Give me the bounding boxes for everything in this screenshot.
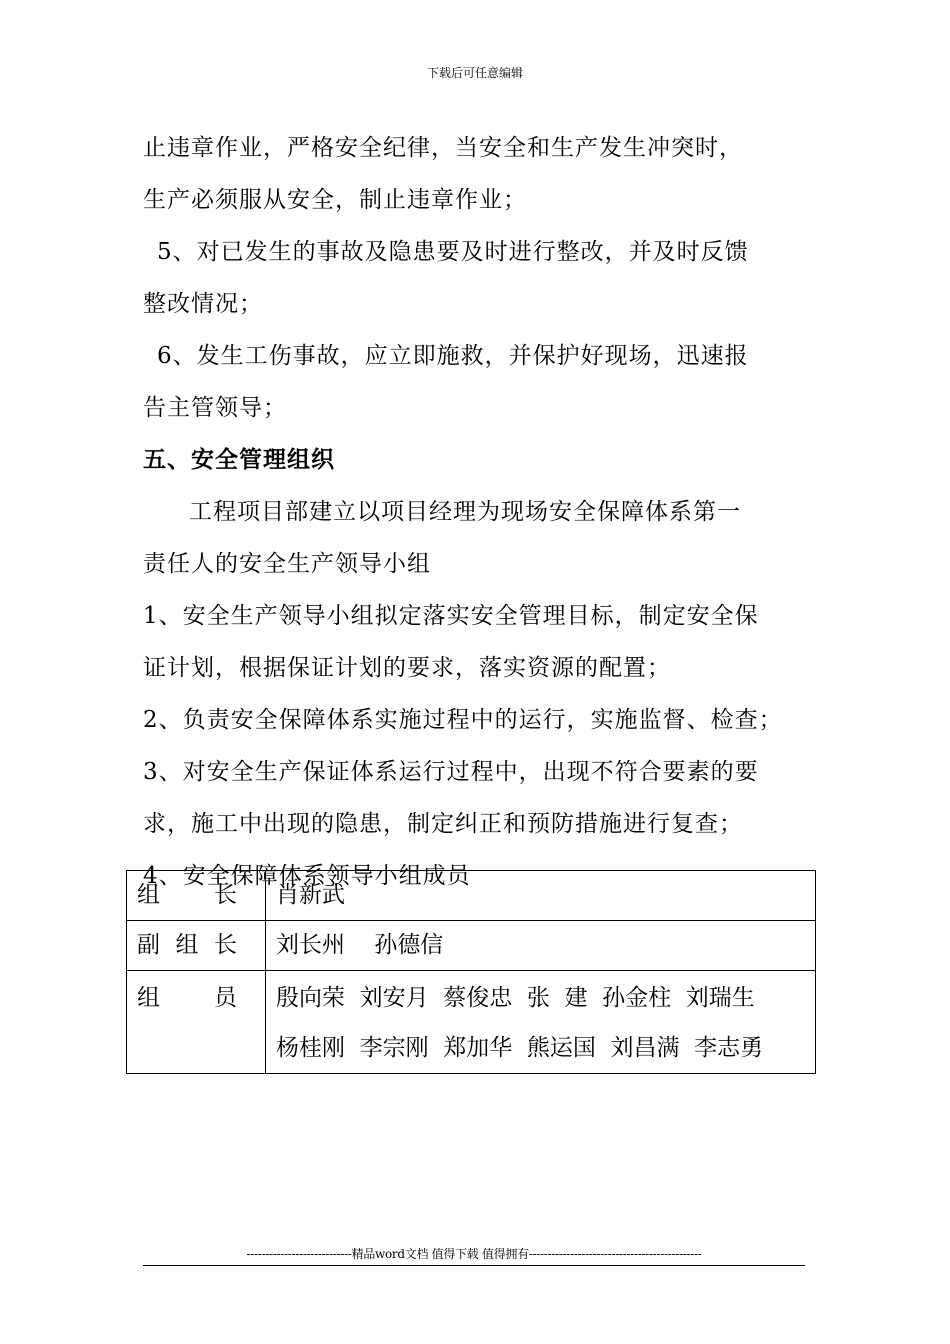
body-line: 工程项目部建立以项目经理为现场安全保障体系第一 [189,499,741,525]
role-char: 组 [137,985,160,1011]
role-char: 组 [175,932,199,958]
names-cell [266,871,816,921]
names-cell [266,921,816,971]
body-line: 6、发生工伤事故，应立即施救，并保护好现场，迅速报 [157,343,749,369]
footer-text: ----------------------------精品word文档 值得下载 值得拥有---------------------------------------------- [246,1247,702,1261]
body-line: 责任人的安全生产领导小组 [143,551,431,577]
header-note: 下载后可任意编辑 [426,66,523,80]
role-label-members [137,973,237,1023]
table-row-leader [127,871,816,921]
body-line: 4、安全保障体系领导小组成员 [143,863,471,889]
role-char: 员 [214,985,237,1011]
body-line: 2、负责安全保障体系实施过程中的运行，实施监督、检查； [143,707,783,733]
table-row-deputy [127,921,816,971]
role-cell [127,971,266,1074]
role-char: 长 [214,932,237,958]
role-label-deputy [137,921,237,970]
role-char: 组 [137,882,160,908]
body-line: 5、对已发生的事故及隐患要及时进行整改，并及时反馈 [157,239,749,265]
role-label-leader [137,871,237,920]
body-line: 1、安全生产领导小组拟定落实安全管理目标，制定安全保 [143,603,759,629]
role-char: 长 [214,882,237,908]
leader-name: 肖新武 [276,882,345,908]
member-names-line: 杨桂刚 李宗刚 郑加华 熊运国 刘昌满 李志勇 [276,1035,764,1061]
member-names-line: 殷向荣 刘安月 蔡俊忠 张 建 孙金柱 刘瑞生 [276,985,755,1011]
deputy-names: 刘长州 孙德信 [276,932,444,958]
role-char: 副 [137,932,160,958]
body-line: 止违章作业，严格安全纪律，当安全和生产发生冲突时， [143,135,743,161]
role-cell [127,871,266,921]
body-line: 3、对安全生产保证体系运行过程中，出现不符合要素的要 [143,759,759,785]
body-line: 求，施工中出现的隐患，制定纠正和预防措施进行复查； [143,811,743,837]
names-cell [266,971,816,1074]
document-body [143,122,823,902]
body-line: 生产必须服从安全，制止违章作业； [143,187,527,213]
table-row-members [127,971,816,1074]
section-heading: 五、安全管理组织 [143,447,335,473]
body-line: 证计划，根据保证计划的要求，落实资源的配置； [143,655,671,681]
team-members-table [126,870,816,1074]
body-line: 整改情况； [143,291,263,317]
page-footer [143,1245,805,1266]
footer-rule [143,1265,805,1266]
role-cell [127,921,266,971]
body-line: 告主管领导； [143,395,287,421]
